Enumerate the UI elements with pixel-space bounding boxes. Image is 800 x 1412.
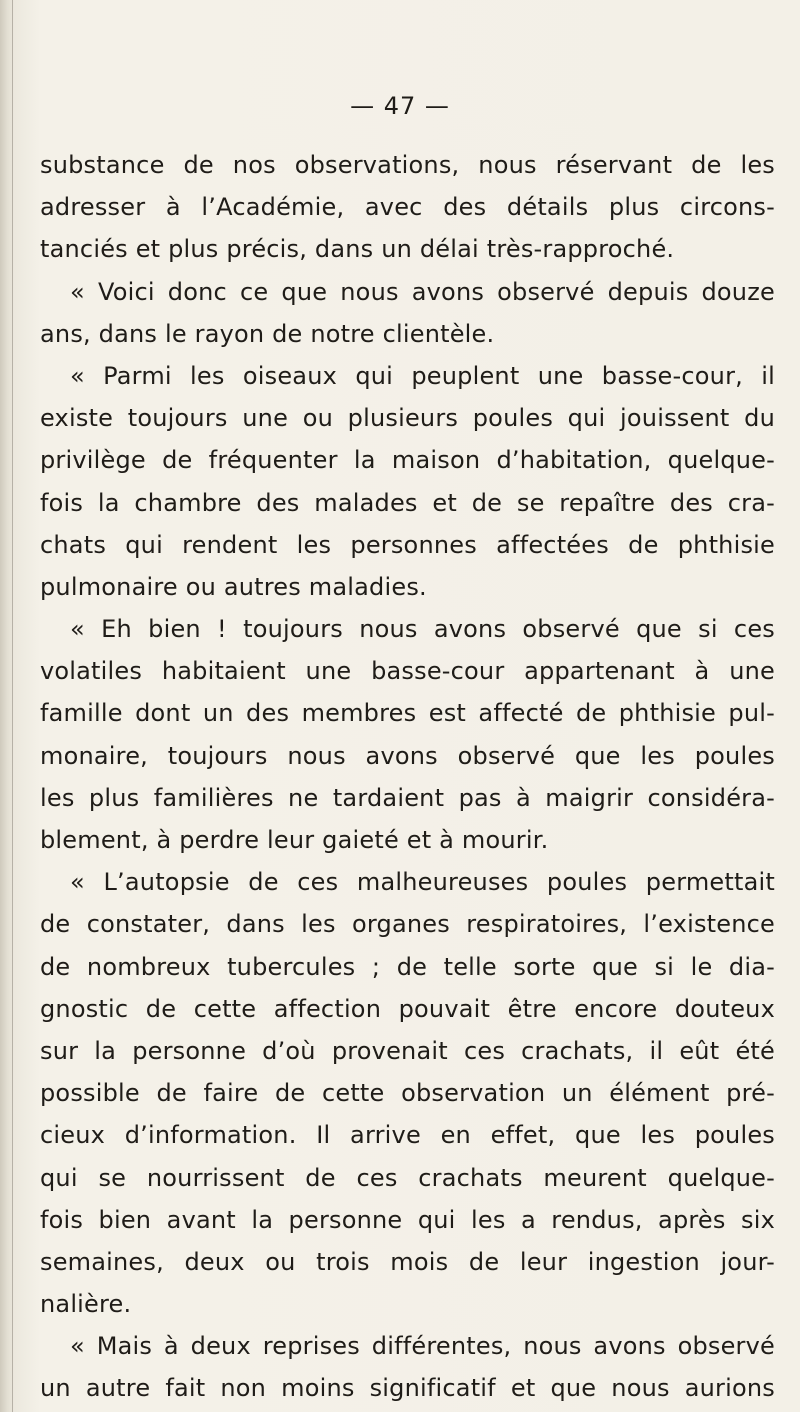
text-line: de nombreux tubercules ; de telle sorte que si le dia- bbox=[40, 952, 775, 981]
text-line: adresser à l’Académie, avec des détails plus circons- bbox=[40, 193, 775, 222]
text-line: de constater, dans les organes respiratoires, l’existence bbox=[40, 910, 775, 939]
text-line: existe toujours une ou plusieurs poules qui jouissent du bbox=[40, 404, 775, 433]
text-line: cieux d’information. Il arrive en effet, que les poules bbox=[40, 1121, 775, 1150]
text-line: « Mais à deux reprises différentes, nous avons observé bbox=[70, 1332, 775, 1361]
text-line: fois la chambre des malades et de se repaître des cra- bbox=[40, 488, 775, 517]
text-line: nalière. bbox=[40, 1290, 132, 1319]
text-line: fois bien avant la personne qui les a rendus, après six bbox=[40, 1205, 775, 1234]
text-line: privilège de fréquenter la maison d’habitation, quelque- bbox=[40, 446, 775, 475]
text-line: pulmonaire ou autres maladies. bbox=[40, 572, 427, 601]
text-line: monaire, toujours nous avons observé que les poules bbox=[40, 741, 775, 770]
page-number: — 47 — bbox=[350, 92, 450, 120]
text-line: « Parmi les oiseaux qui peuplent une basse-cour, il bbox=[70, 361, 775, 390]
text-line: gnostic de cette affection pouvait être encore douteux bbox=[40, 994, 775, 1023]
text-line: les plus familières ne tardaient pas à maigrir considéra- bbox=[40, 783, 775, 812]
text-line: possible de faire de cette observation un élément pré- bbox=[40, 1079, 775, 1108]
text-line: blement, à perdre leur gaieté et à mourir. bbox=[40, 826, 549, 854]
text-line: « Voici donc ce que nous avons observé depuis douze bbox=[70, 277, 775, 306]
text-line: tanciés et plus précis, dans un délai très-rapproché. bbox=[40, 235, 675, 264]
text-line: un autre fait non moins significatif et que nous aurions bbox=[40, 1374, 775, 1403]
text-line: « Eh bien ! toujours nous avons observé que si ces bbox=[70, 615, 775, 644]
text-line: sur la personne d’où provenait ces crachats, il eût été bbox=[40, 1036, 775, 1065]
text-line: semaines, deux ou trois mois de leur ingestion jour- bbox=[40, 1247, 775, 1276]
text-line: ans, dans le rayon de notre clientèle. bbox=[40, 319, 495, 348]
text-line: qui se nourrissent de ces crachats meurent quelque- bbox=[40, 1163, 775, 1192]
text-line: substance de nos observations, nous réservant de les bbox=[40, 151, 775, 179]
text-line: « L’autopsie de ces malheureuses poules permettait bbox=[70, 868, 775, 897]
text-line: volatiles habitaient une basse-cour appartenant à une bbox=[40, 657, 775, 686]
gutter-line bbox=[12, 0, 13, 1412]
text-line: chats qui rendent les personnes affectées de phthisie bbox=[40, 530, 775, 559]
body-text bbox=[40, 144, 775, 1410]
text-line: famille dont un des membres est affecté de phthisie pul- bbox=[40, 699, 775, 728]
